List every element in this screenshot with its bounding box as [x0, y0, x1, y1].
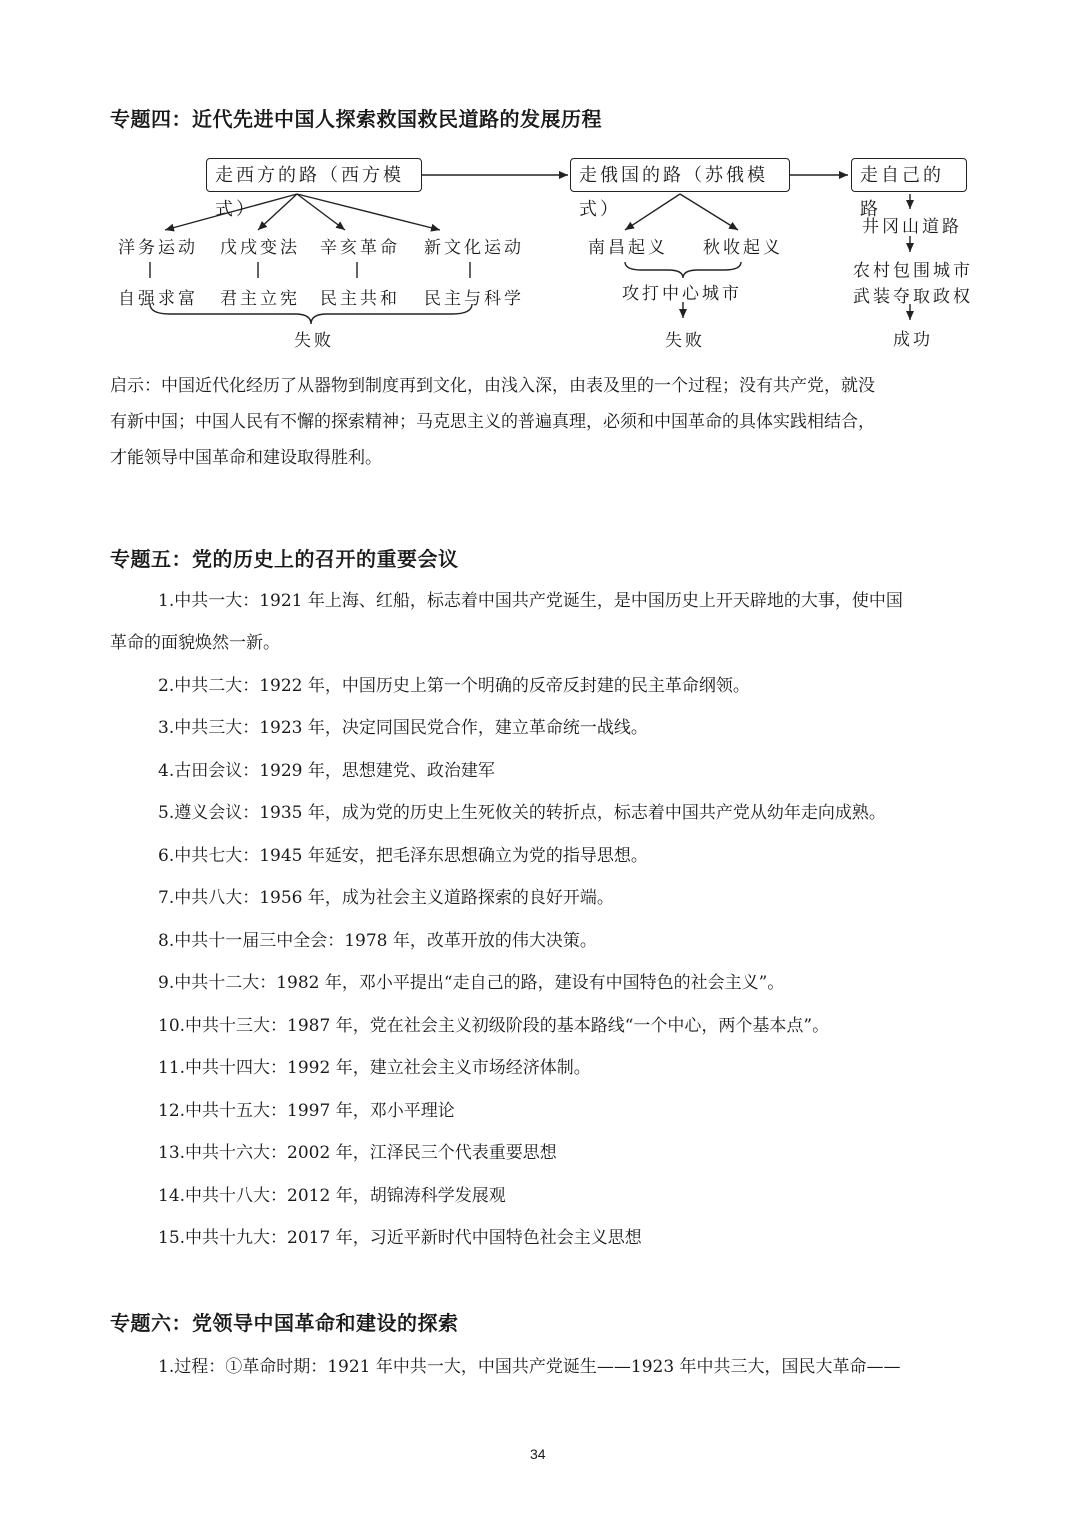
meeting-item: 9.中共十二大：1982 年，邓小平提出“走自己的路，建设有中国特色的社会主义”。: [158, 973, 785, 993]
meeting-item: 14.中共十八大：2012 年，胡锦涛科学发展观: [158, 1186, 506, 1206]
west-goal-2: 君主立宪: [220, 289, 300, 309]
meeting-item: 2.中共二大：1922 年，中国历史上第一个明确的反帝反封建的民主革命纲领。: [158, 676, 750, 696]
box-russia-road: 走俄国的路（苏俄模式）: [570, 158, 790, 192]
topic4-insight: [110, 368, 980, 476]
west-event-3: 辛亥革命: [320, 238, 400, 258]
meeting-item: 13.中共十六大：2002 年，江泽民三个代表重要思想: [158, 1143, 557, 1163]
meeting-item: 12.中共十五大：1997 年，邓小平理论: [158, 1101, 455, 1121]
meeting-item: 5.遵义会议：1935 年，成为党的历史上生死攸关的转折点，标志着中国共产党从幼年走向成熟。: [158, 803, 886, 823]
russia-event-1: 南昌起义: [588, 238, 668, 258]
insight-line-3: 才能领导中国革命和建设取得胜利。: [110, 448, 382, 468]
west-goal-4: 民主与科学: [424, 289, 524, 309]
page-number: 34: [530, 1446, 546, 1462]
meeting-item-1-line2: 革命的面貌焕然一新。: [110, 633, 280, 653]
box-own-road: 走自己的路: [851, 158, 967, 192]
meeting-item: 7.中共八大：1956 年，成为社会主义道路探索的良好开端。: [158, 888, 614, 908]
insight-line-1: 启示：中国近代化经历了从器物到制度再到文化，由浅入深，由表及里的一个过程；没有共产党，就没: [110, 376, 875, 396]
meeting-item-1-line1: 1.中共一大：1921 年上海、红船，标志着中国共产党诞生，是中国历史上开天辟地的大事，使中国: [158, 591, 903, 611]
topic4-title: 专题四：近代先进中国人探索救国救民道路的发展历程: [110, 107, 602, 131]
arrow-russia-1: [625, 194, 680, 230]
topic6-title: 专题六：党领导中国革命和建设的探索: [110, 1311, 459, 1335]
topic5-title: 专题五：党的历史上的召开的重要会议: [110, 547, 459, 571]
box-west-road: 走西方的路（西方模式）: [206, 158, 422, 192]
own-result: 成功: [893, 330, 933, 350]
west-goal-1: 自强求富: [118, 289, 198, 309]
meeting-item: 8.中共十一届三中全会：1978 年，改革开放的伟大决策。: [158, 931, 597, 951]
meeting-item: 3.中共三大：1923 年，决定同国民党合作，建立革命统一战线。: [158, 718, 648, 738]
meeting-item: 4.古田会议：1929 年，思想建党、政治建军: [158, 761, 495, 781]
meeting-item: 10.中共十三大：1987 年，党在社会主义初级阶段的基本路线“一个中心，两个基本点”。: [158, 1016, 830, 1036]
insight-line-2: 有新中国；中国人民有不懈的探索精神；马克思主义的普遍真理，必须和中国革命的具体实践相结合，: [110, 412, 875, 432]
west-goal-3: 民主共和: [320, 289, 400, 309]
own-step-1: 井冈山道路: [862, 217, 962, 237]
west-result: 失败: [294, 331, 334, 351]
west-event-1: 洋务运动: [118, 238, 198, 258]
arrow-west-4: [297, 194, 440, 230]
russia-goal: 攻打中心城市: [622, 284, 742, 304]
own-step-2b: 武装夺取政权: [853, 287, 973, 307]
topic6-line-1: 1.过程：①革命时期：1921 年中共一大，中国共产党诞生——1923 年中共三大，国民大革命——: [158, 1357, 901, 1377]
arrow-russia-2: [680, 194, 738, 230]
russia-event-2: 秋收起义: [703, 238, 783, 258]
own-step-2a: 农村包围城市: [853, 261, 973, 281]
meeting-item: 11.中共十四大：1992 年，建立社会主义市场经济体制。: [158, 1058, 591, 1078]
meeting-item: 6.中共七大：1945 年延安，把毛泽东思想确立为党的指导思想。: [158, 846, 648, 866]
brace-russia: [625, 262, 741, 278]
meeting-item: 15.中共十九大：2017 年，习近平新时代中国特色社会主义思想: [158, 1228, 642, 1248]
west-event-2: 戊戌变法: [220, 238, 300, 258]
russia-result: 失败: [665, 331, 705, 351]
west-event-4: 新文化运动: [424, 238, 524, 258]
